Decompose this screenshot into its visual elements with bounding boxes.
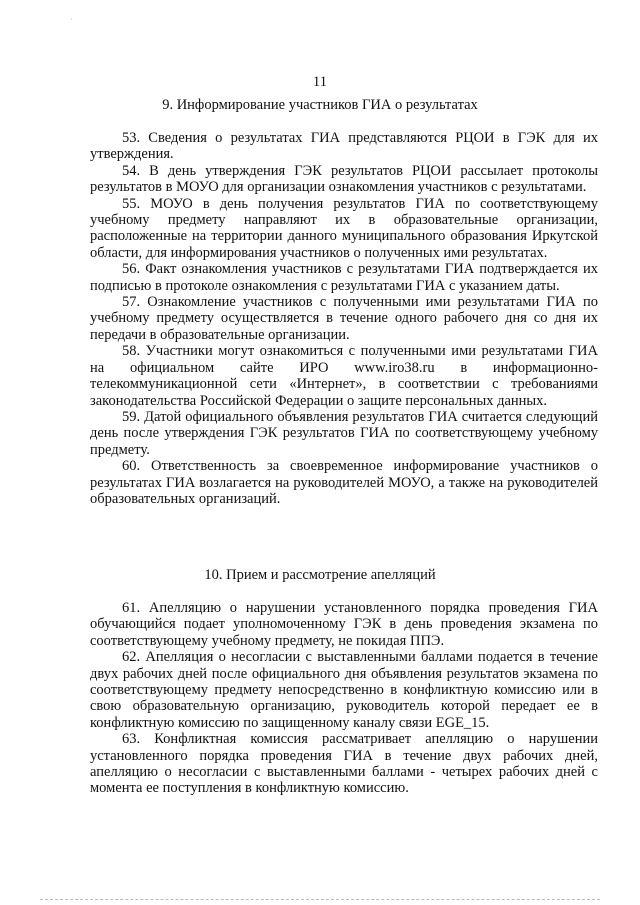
paragraph-61: 61. Апелляцию о нарушении установленного порядка проведения ГИА обучающийся подает уполномоченному ГЭК в день проведения экзамена по соответствующему учебному предмету, не покидая ППЭ. — [90, 600, 598, 649]
section-10-title: 10. Прием и рассмотрение апелляций — [204, 567, 436, 583]
paragraph-63: 63. Конфликтная комиссия рассматривает апелляцию о нарушении установленного порядка проведения ГИА в течение двух рабочих дней, апелляцию о несогласии с выставленными баллами - четырех рабочих дней с момента ее поступления в конфликтную комиссию. — [90, 731, 598, 797]
paragraph-62: 62. Апелляция о несогласии с выставленными баллами подается в течение двух рабочих дней после официального дня объявления результатов экзамена по соответствующему предмету непосредственно в конфликтную комиссию или в свою образовательную организацию, руководитель которой передает ее в конфликтную комиссию по защищенному каналу связи EGE_15. — [90, 649, 598, 731]
paragraph-53: 53. Сведения о результатах ГИА представляются РЦОИ в ГЭК для их утверждения. — [90, 130, 598, 163]
section-9-title: 9. Информирование участников ГИА о результатах — [162, 97, 478, 113]
paragraph-56: 56. Факт ознакомления участников с результатами ГИА подтверждается их подписью в протоколе ознакомления с результатами ГИА с указанием даты. — [90, 261, 598, 294]
page-number: 11 — [312, 74, 328, 90]
paragraph-59: 59. Датой официального объявления результатов ГИА считается следующий день после утверждения ГЭК результатов ГИА по соответствующему учебному предмету. — [90, 408, 598, 458]
section-10-body — [90, 600, 598, 797]
paragraph-58: 58. Участники могут ознакомиться с полученными ими результатами ГИА на официальном сайте ИРО www.iro38.ru в информационно-телекоммуникационной сети «Интернет», в соответствии с требованиями законодательства Российской Федерации о защите персональных данных. — [90, 343, 598, 409]
paragraph-57: 57. Ознакомление участников с полученными ими результатами ГИА по учебному предмету осуществляется в течение одного рабочего дня со дня их передачи в образовательные организации. — [90, 294, 598, 343]
section-9-body — [90, 130, 598, 507]
paragraph-60: 60. Ответственность за своевременное информирование участников о результатах ГИА возлагается на руководителей МОУО, а также на руководителей образовательных организаций. — [90, 458, 598, 507]
paragraph-54: 54. В день утверждения ГЭК результатов РЦОИ рассылает протоколы результатов в МОУО для организации ознакомления участников с результатами. — [90, 162, 598, 196]
paragraph-55: 55. МОУО в день получения результатов ГИА по соответствующему учебному предмету направляют их в образовательные организации, расположенные на территории данного муниципального образования Иркутской области, для информирования участников о полученных ими результатах. — [90, 195, 598, 261]
scan-mark: · — [70, 14, 73, 24]
bottom-dashed-line — [40, 899, 600, 900]
